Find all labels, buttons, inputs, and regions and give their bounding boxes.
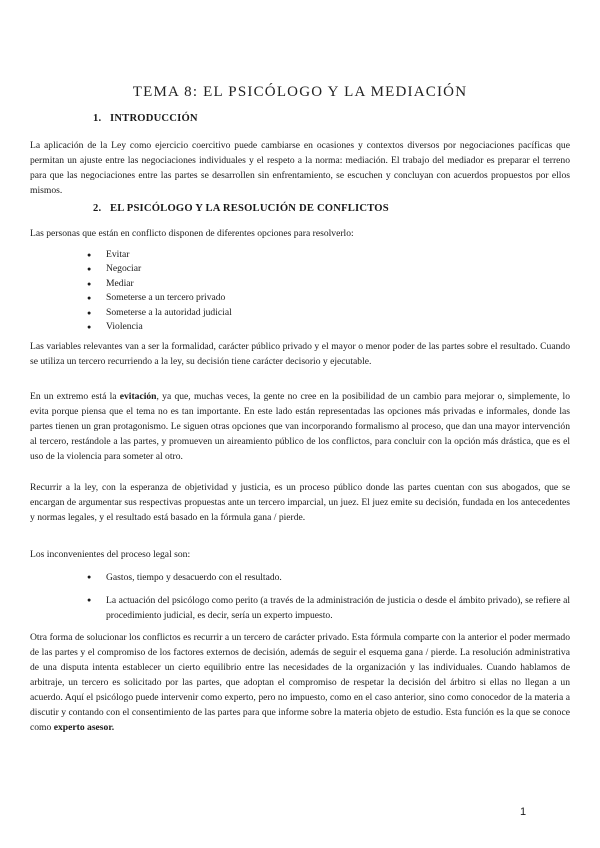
intro-paragraph: La aplicación de la Ley como ejercicio coercitivo puede cambiarse en ocasiones y contextos diversos por negociaciones pacíficas que permitan un ajuste entre las negociaciones individuales y el respeto a la norma: mediación. El trabajo del mediador es preparar el terreno para que las negociaciones entre las partes se desarrollen sin enfrentamiento, se escuchen y concluyan con acuerdos propuestos por ellos mismos. (30, 140, 570, 196)
list-item: ● Mediar (0, 277, 232, 291)
list-item: ● Violencia (0, 320, 232, 334)
list-item: ● Negociar (0, 262, 232, 276)
list-item: ● Gastos, tiempo y desacuerdo con el resultado. (0, 570, 570, 585)
options-list (0, 248, 232, 334)
section-2-title: EL PSICÓLOGO Y LA RESOLUCIÓN DE CONFLICTOS (110, 203, 389, 214)
section-2-number: 2. (93, 203, 102, 214)
list-item: ● Someterse a un tercero privado (0, 291, 232, 305)
evitacion-paragraph: En un extremo está la evitación, ya que, muchas veces, la gente no cree en la posibilidad de un cambio para mejorar o, simplemente, lo evita porque piensa que el tema no es tan importante. En este lado están representadas las opciones más privadas e informales, donde las partes tienen un gran protagonismo. Le siguen otras opciones que van incorporando formalismo al proceso, que dan una mayor intervención al tercero, restándole a las partes, y promueven un aireamiento público de los conflictos, para concluir con la opción más drástica, que es el uso de la violencia para someter al otro. (30, 391, 571, 462)
list-item: ● Someterse a la autoridad judicial (0, 306, 232, 320)
variables-paragraph: Las variables relevantes van a ser la formalidad, carácter público privado y el mayor o menor poder de las partes sobre el resultado. Cuando se utiliza un tercero recurriendo a la ley, su decisión tiene carácter decisorio y ejecutable. (30, 341, 570, 367)
section-1-heading (93, 113, 198, 124)
evitacion-term: evitación (119, 391, 157, 402)
section-2-heading (93, 203, 389, 214)
list-item: ● Evitar (0, 248, 232, 262)
ley-paragraph: Recurrir a la ley, con la esperanza de objetividad y justicia, es un proceso público donde las partes cuentan con sus abogados, que se encargan de argumentar sus respectivas propuestas ante un tercero imparcial, un juez. El juez emite su decisión, fundada en los antecedentes y normas legales, y el resultado está basado en la fórmula gana / pierde. (30, 482, 570, 523)
options-intro: Las personas que están en conflicto disponen de diferentes opciones para resolverlo: (30, 228, 354, 239)
list-item: ● La actuación del psicólogo como perito (a través de la administración de justicia o desde el ámbito privado), se refiere al procedimiento judicial, es decir, sería un experto impuesto. (0, 593, 570, 623)
inconvenientes-list (0, 570, 570, 623)
section-1-title: INTRODUCCIÓN (110, 113, 198, 124)
section-1-number: 1. (93, 113, 102, 124)
page-title: TEMA 8: EL PSICÓLOGO Y LA MEDIACIÓN (132, 84, 468, 100)
page-number: 1 (520, 806, 527, 818)
tercero-paragraph: Otra forma de solucionar los conflictos es recurrir a un tercero de carácter privado. Esta fórmula comparte con la anterior el poder mermado de las partes y el compromiso de los factores externos de decisión, además de seguir el esquema gana / pierde. La resolución administrativa de una disputa intenta establecer un cierto equilibrio entre las necesidades de la organización y las individuales. Cuando hablamos de arbitraje, un tercero es solicitado por las partes, que adoptan el compromiso de respetar la decisión del árbitro si ellas no llegan a un acuerdo. Aquí el psicólogo puede intervenir como experto, pero no impuesto, como en el caso anterior, sino como conocedor de la materia a discutir y contando con el consentimiento de las partes para que informe sobre la materia objeto de estudio. Esta función es la que se conoce como experto asesor. (30, 632, 570, 733)
inconvenientes-intro: Los inconvenientes del proceso legal son: (30, 549, 191, 560)
experto-asesor-term: experto asesor. (53, 722, 115, 733)
